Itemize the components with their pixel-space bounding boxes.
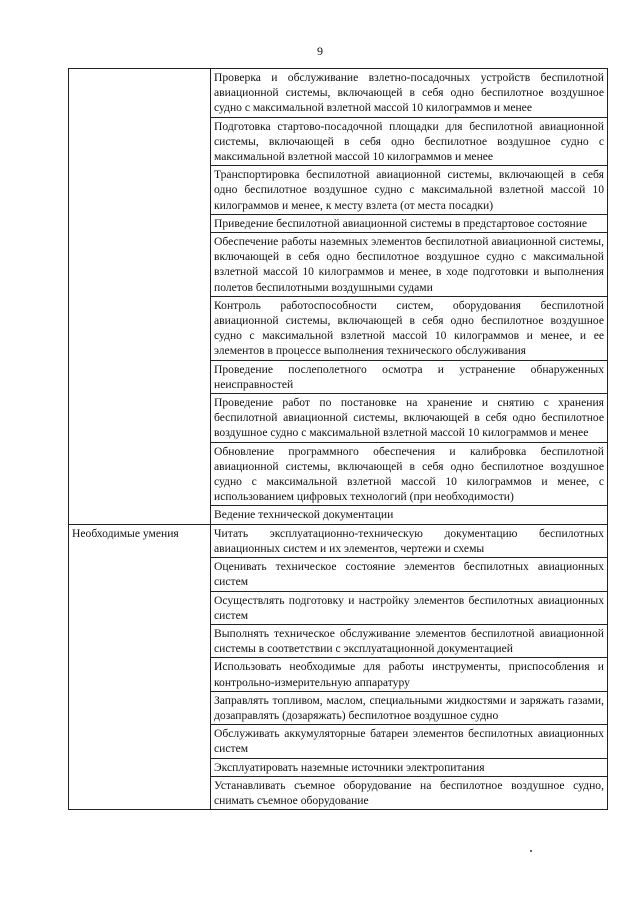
page-number: 9 [317, 44, 323, 58]
table-body [69, 69, 608, 810]
stray-mark [530, 850, 532, 852]
item-cell: Транспортировка беспилотной авиационной системы, включающей в себя одно беспилотное воздушное судно с максимальной взлетной массой 10 килограммов и менее, к месту взлета (от места посадки) [211, 166, 608, 215]
item-cell: Осуществлять подготовку и настройку элементов беспилотных авиационных систем [211, 591, 608, 624]
item-cell: Контроль работоспособности систем, оборудования беспилотной авиационной системы, включающей в себя одно беспилотное воздушное судно с максимальной взлетной массой 10 килограммов и менее, и ее элементов в процессе выполнения технического обслуживания [211, 296, 608, 360]
item-cell: Оценивать техническое состояние элементов беспилотных авиационных систем [211, 558, 608, 591]
item-cell: Устанавливать съемное оборудование на беспилотное воздушное судно, снимать съемное оборудование [211, 776, 608, 809]
item-cell: Использовать необходимые для работы инструменты, приспособления и контрольно-измерительную аппаратуру [211, 658, 608, 691]
table-row [69, 69, 608, 118]
item-cell: Проведение работ по постановке на хранение и снятию с хранения беспилотной авиационной системы, включающей в себя одно беспилотное воздушное судно с максимальной взлетной массой 10 килограммов и менее [211, 394, 608, 443]
section-heading-cell: Необходимые умения [69, 524, 211, 809]
item-cell: Проведение послеполетного осмотра и устранение обнаруженных неисправностей [211, 360, 608, 393]
requirements-table [68, 68, 608, 810]
item-cell: Выполнять техническое обслуживание элементов беспилотной авиационной системы в соответствии с эксплуатационной документацией [211, 624, 608, 657]
item-cell: Эксплуатировать наземные источники электропитания [211, 758, 608, 776]
item-cell: Обновление программного обеспечения и калибровка беспилотной авиационной системы, включающей в себя одно беспилотное воздушное судно с максимальной взлетной массой 10 килограммов и менее, с использованием цифровых технологий (при необходимости) [211, 442, 608, 506]
item-cell: Обеспечение работы наземных элементов беспилотной авиационной системы, включающей в себя одно беспилотное воздушное судно с максимальной взлетной массой 10 килограммов и менее, в ходе подготовки и выполнения полетов беспилотными воздушными судами [211, 233, 608, 297]
item-cell: Заправлять топливом, маслом, специальными жидкостями и заряжать газами, дозаправлять (дозаряжать) беспилотное воздушное судно [211, 691, 608, 724]
item-cell: Ведение технической документации [211, 506, 608, 524]
item-cell: Подготовка стартово-посадочной площадки для беспилотной авиационной системы, включающей в себя одно беспилотное воздушное судно с максимальной взлетной массой 10 килограммов и менее [211, 117, 608, 166]
item-cell: Приведение беспилотной авиационной системы в предстартовое состояние [211, 214, 608, 232]
item-cell: Проверка и обслуживание взлетно-посадочных устройств беспилотной авиационной системы, включающей в себя одно беспилотное воздушное судно с максимальной взлетной массой 10 килограммов и менее [211, 69, 608, 118]
table-row [69, 524, 608, 557]
section-heading-cell [69, 69, 211, 525]
item-cell: Читать эксплуатационно-техническую документацию беспилотных авиационных систем и их элементов, чертежи и схемы [211, 524, 608, 557]
item-cell: Обслуживать аккумуляторные батареи элементов беспилотных авиационных систем [211, 725, 608, 758]
